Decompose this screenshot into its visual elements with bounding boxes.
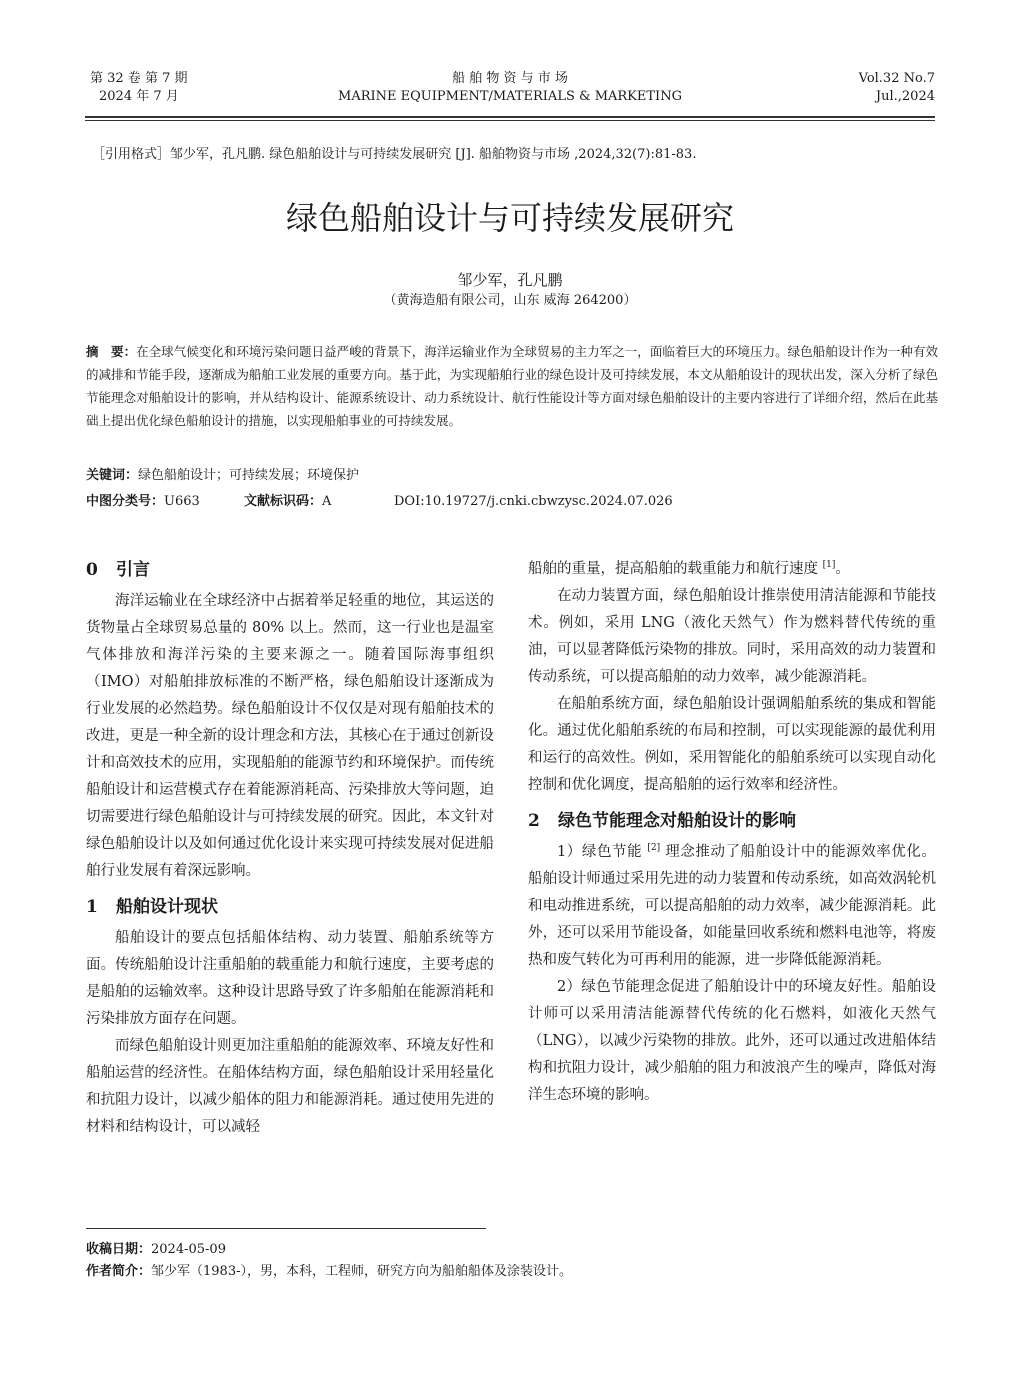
reference-mark: [2] [647, 843, 661, 854]
keywords [86, 466, 359, 486]
paper-title: 绿色船舶设计与可持续发展研究 [285, 199, 734, 237]
body-column-left [86, 556, 494, 1141]
journal-name-en: MARINE EQUIPMENT/MATERIALS & MARKETING [338, 89, 682, 104]
citation-text: 邹少军，孔凡鹏. 绿色船舶设计与可持续发展研究 [J]. 船舶物资与市场 ,2024,32(7):81-83. [170, 147, 697, 162]
journal-volume-issue: 第 32 卷 第 7 期 [90, 71, 188, 86]
abstract-label: 摘 要： [86, 344, 137, 359]
paragraph-environment: 2）绿色节能理念促进了船舶设计中的环境友好性。船舶设计师可以采用清洁能源替代传统的化石燃料，如液化天然气（LNG），以减少污染物的排放。此外，还可以通过改进船体结构和抗阻力设计，减少船舶的阻力和波浪产生的噪声，降低对海洋生态环境的影响。 [528, 979, 936, 1103]
paragraph-ship-systems: 在船舶系统方面，绿色船舶设计强调船舶系统的集成和智能化。通过优化船舶系统的布局和控制，可以实现能源的最优利用和运行的高效性。例如，采用智能化的船舶系统可以实现自动化控制和优化调度，提高船舶的运行效率和经济性。 [528, 696, 936, 793]
paragraph-energy-efficiency [528, 839, 936, 974]
section-heading-2 [528, 807, 936, 835]
journal-vol-no: Vol.32 No.7 [858, 71, 935, 86]
header-rule-thin [85, 120, 935, 121]
journal-name-cn: 船 舶 物 资 与 市 场 [452, 71, 568, 86]
journal-date: 2024 年 7 月 [99, 89, 179, 104]
citation-label: ［引用格式］ [92, 147, 171, 162]
footnote-rule [86, 1228, 486, 1229]
body-column-right [528, 556, 936, 1109]
citation-format [92, 146, 932, 164]
section-title-1: 船舶设计现状 [116, 897, 218, 917]
classification-line [86, 492, 200, 512]
section-title-2: 绿色节能理念对船舶设计的影响 [558, 811, 796, 831]
journal-volume-en [859, 70, 935, 106]
received-value: 2024-05-09 [151, 1242, 226, 1257]
paragraph-green-design-cont [528, 556, 936, 583]
author-affiliation: （黄海造船有限公司，山东 威海 264200） [383, 293, 637, 308]
author-bio [86, 1262, 572, 1282]
continuation-end: 。 [835, 561, 850, 577]
paper-authors: 邹少军，孔凡鹏 [457, 271, 563, 289]
paragraph-rest: 理念推动了船舶设计中的能源效率优化。船舶设计师通过采用先进的动力装置和传动系统，如高效涡轮机和电动推进系统，可以提高船舶的动力效率，减少能源消耗。此外，还可以采用节能设备，如能量回收系统和燃料电池等，将废热和废气转化为可再利用的能源，进一步降低能源消耗。 [528, 844, 937, 968]
doi: DOI:10.19727/j.cnki.cbwzysc.2024.07.026 [394, 494, 673, 509]
abstract [86, 340, 938, 432]
keywords-label: 关键词： [86, 468, 139, 483]
clc-label: 中图分类号： [86, 494, 165, 509]
doc-code-value: A [322, 494, 332, 509]
section-heading-1 [86, 893, 494, 921]
paragraph-power-plant: 在动力装置方面，绿色船舶设计推崇使用清洁能源和节能技术。例如，采用 LNG（液化天然气）作为燃料替代传统的重油，可以显著降低污染物的排放。同时，采用高效的动力装置和传动系统，可以提高船舶的动力效率，减少能源消耗。 [528, 588, 936, 685]
reference-mark: [1] [822, 560, 836, 571]
header-rule-thick [85, 116, 935, 118]
paragraph-green-design: 而绿色船舶设计则更加注重船舶的能源效率、环境友好性和船舶运营的经济性。在船体结构方面，绿色船舶设计采用轻量化和抗阻力设计，以减少船体的阻力和能源消耗。通过使用先进的材料和结构设计，可以减轻 [86, 1038, 494, 1135]
keywords-text: 绿色船舶设计；可持续发展；环境保护 [138, 468, 360, 483]
section-number-1: 1 [86, 897, 98, 917]
paragraph-design-status: 船舶设计的要点包括船体结构、动力装置、船舶系统等方面。传统船舶设计注重船舶的载重能力和航行速度，主要考虑的是船舶的运输效率。这种设计思路导致了许多船舶在能源消耗和污染排放方面存在问题。 [86, 930, 494, 1027]
section-heading-0 [86, 556, 494, 584]
abstract-text: 在全球气候变化和环境污染问题日益严峻的背景下，海洋运输业作为全球贸易的主力军之一，面临着巨大的环境压力。绿色船舶设计作为一种有效的减排和节能手段，逐渐成为船舶工业发展的重要方向。基于此，为实现船舶行业的绿色设计及可持续发展，本文从船舶设计的现状出发，深入分析了绿色节能理念对船舶设计的影响，并从结构设计、能源系统设计、动力系统设计、航行性能设计等方面对绿色船舶设计的主要内容进行了详细介绍，然后在此基础上提出优化绿色船舶设计的措施，以实现船舶事业的可持续发展。 [86, 344, 938, 428]
section-number-0: 0 [86, 560, 98, 580]
doc-code-label: 文献标识码： [244, 494, 323, 509]
paragraph-intro: 海洋运输业在全球经济中占据着举足轻重的地位，其运送的货物量占全球贸易总量的 80% 以上。然而，这一行业也是温室气体排放和海洋污染的主要来源之一。随着国际海事组织（IMO）对船舶排放标准的不断严格，绿色船舶设计逐渐成为行业发展的必然趋势。绿色船舶设计不仅仅是对现有船舶技术的改进，更是一种全新的设计理念和方法，其核心在于通过创新设计和高效技术的应用，实现船舶的能源节约和环境保护。而传统船舶设计和运营模式存在着能源消耗高、污染排放大等问题，迫切需要进行绿色船舶设计与可持续发展的研究。因此，本文针对绿色船舶设计以及如何通过优化设计来实现可持续发展对促进船舶行业发展有着深远影响。 [86, 593, 494, 879]
paragraph-start: 1）绿色节能 [557, 844, 643, 860]
section-title-0: 引言 [116, 560, 150, 580]
author-bio-label: 作者简介： [86, 1264, 152, 1279]
continuation-text: 船舶的重量，提高船舶的载重能力和航行速度 [528, 561, 818, 577]
received-label: 收稿日期： [86, 1242, 152, 1257]
author-bio-value: 邹少军（1983-），男，本科，工程师，研究方向为船舶船体及涂装设计。 [151, 1264, 572, 1279]
doc-code-line [244, 492, 331, 512]
section-number-2: 2 [528, 811, 540, 831]
journal-month-year: Jul.,2024 [875, 89, 935, 104]
received-date [86, 1240, 226, 1260]
clc-value: U663 [164, 494, 200, 509]
